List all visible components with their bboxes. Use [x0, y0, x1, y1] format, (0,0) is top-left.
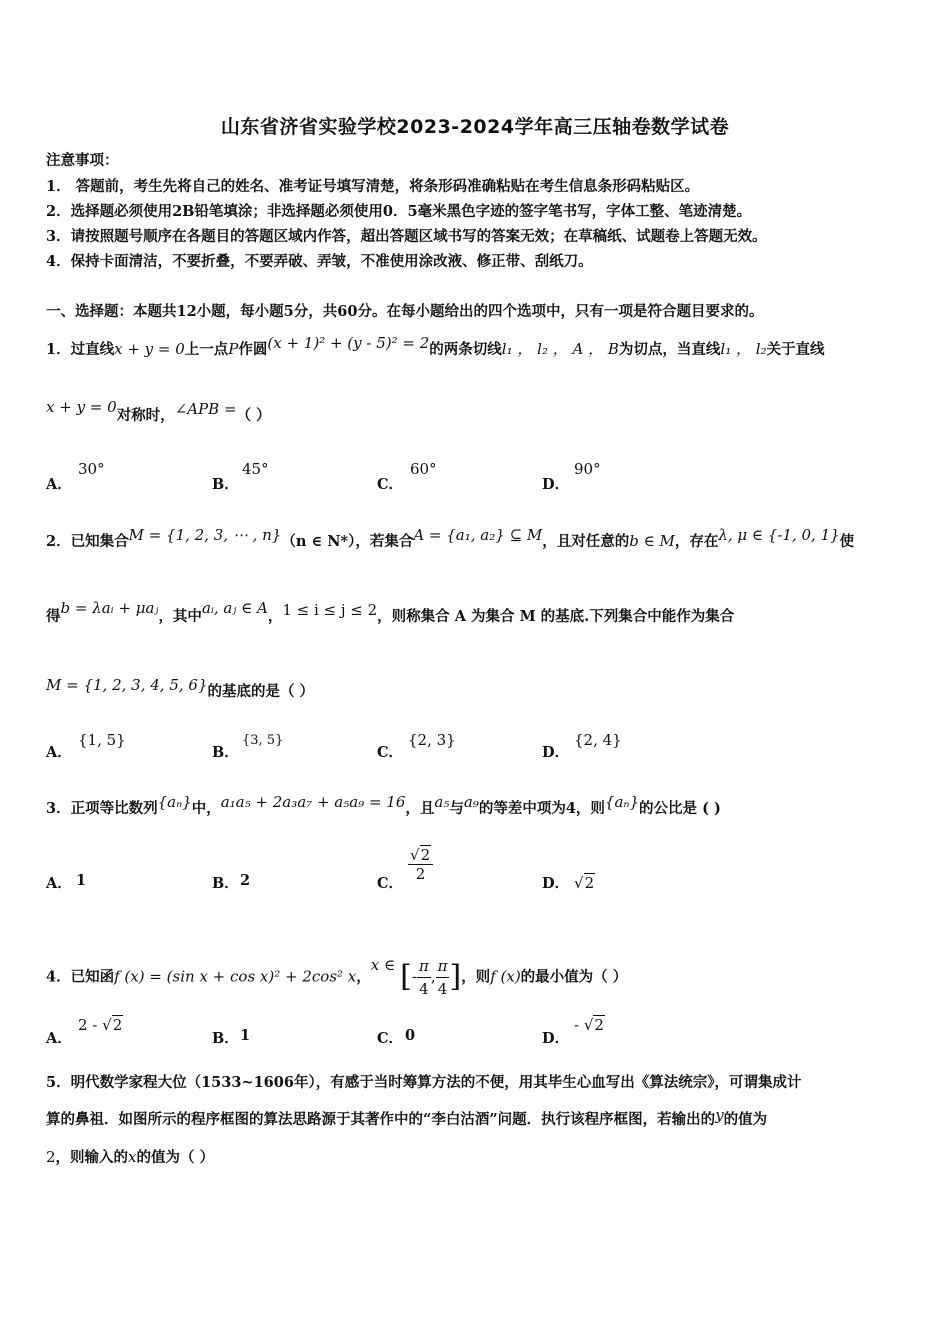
- question-5-line-1: 5．明代数学家程大位（1533~1606年），有感于当时筹算方法的不便，用其毕生心血写出《算法统宗》，可谓集成计: [46, 1074, 802, 1091]
- q1-option-d-label: D．: [542, 476, 570, 493]
- q4-math-minus: -: [411, 967, 417, 986]
- q2-text: 的基底的是（ ）: [207, 683, 315, 700]
- q3-option-c-fraction: [408, 846, 433, 883]
- notice-heading: 注意事项：: [46, 152, 119, 169]
- q3-text: 的等差中项为4，则: [478, 800, 605, 817]
- question-4-line-1: [46, 955, 627, 1000]
- q2-text: ，且对任意的: [542, 533, 630, 550]
- q4-text: 的最小值为（ ）: [520, 968, 628, 986]
- q2-text: ，存在: [674, 533, 719, 550]
- notice-item-1: 1． 答题前，考生先将自己的姓名、准考证号填写清楚，将条形码准确粘贴在考生信息条形码粘贴区。: [46, 178, 700, 195]
- question-5-line-3: [46, 1146, 214, 1169]
- q4-text: ，: [356, 968, 371, 986]
- q1-math-point: P: [228, 340, 239, 358]
- q1-text: 上一点: [184, 341, 229, 358]
- q4-frac-2-den: 4: [437, 980, 448, 998]
- q3-math-a9: a₉: [463, 793, 479, 811]
- q4-option-a-value: [78, 1016, 123, 1034]
- q1-math-angle: ∠APB =: [174, 400, 237, 418]
- q4-option-c-value: 0: [405, 1027, 416, 1044]
- q2-option-c-value: {2, 3}: [408, 731, 456, 749]
- q4-option-a-prefix: 2 -: [78, 1016, 98, 1034]
- q4-option-d-label: D．: [542, 1030, 570, 1047]
- q2-text: 得: [46, 608, 61, 625]
- q2-option-a-value: {1, 5}: [78, 731, 126, 749]
- q2-option-d-label: D．: [542, 744, 570, 761]
- notice-item-2: 2．选择题必须使用2B铅笔填涂；非选择题必须使用0．5毫米黑色字迹的签字笔书写，字体工整、笔迹清楚。: [46, 203, 752, 220]
- q4-math-domain: x ∈: [370, 955, 396, 974]
- q4-option-a-radicand: 2: [112, 1016, 123, 1034]
- question-1-line-1: [46, 334, 825, 361]
- q2-text: 使: [839, 533, 855, 550]
- q4-option-c-label: C．: [377, 1030, 404, 1047]
- comma-icon: ,: [430, 967, 436, 986]
- q3-option-d-value: [574, 874, 595, 892]
- q2-math-set-m: M = {1, 2, 3, ⋯ , n}: [128, 526, 282, 544]
- q2-option-d-value: {2, 4}: [574, 731, 622, 749]
- q2-option-b-value: {3, 5}: [242, 733, 284, 748]
- q2-math-elems: aᵢ, aⱼ ∈ A: [201, 599, 268, 617]
- q3-option-b-value: 2: [240, 872, 251, 889]
- right-bracket-icon: ]: [449, 958, 462, 994]
- q1-text: 的两条切线: [429, 341, 502, 358]
- q2-math-ineq: 1 ≤ i ≤ j ≤ 2: [282, 601, 378, 619]
- q3-option-a-value: 1: [76, 872, 87, 889]
- q4-math-frac-1: [417, 955, 431, 1000]
- q3-math-eq: a₁a₅ + 2a₃a₇ + a₅a₉ = 16: [220, 793, 406, 811]
- q2-text: 2．已知集合: [46, 533, 129, 550]
- q2-math-lambda: λ, μ ∈ {-1, 0, 1}: [718, 526, 840, 544]
- notice-item-3: 3．请按照题号顺序在各题目的答题区域内作答，超出答题区域书写的答案无效；在草稿纸、试题卷上答题无效。: [46, 228, 767, 245]
- q1-text: 作圆: [238, 341, 268, 358]
- q2-text: ，其中: [158, 608, 202, 625]
- q1-math-circle: (x + 1)² + (y - 5)² = 2: [267, 334, 430, 352]
- q3-option-c-value: [408, 846, 433, 883]
- q4-text: ，则: [461, 968, 491, 986]
- q5-math-2: 2: [46, 1148, 56, 1166]
- q4-math-function: f (x) = (sin x + cos x)² + 2cos² x: [114, 967, 357, 986]
- sqrt-icon: √2: [102, 1016, 123, 1034]
- q3-option-c-radicand: 2: [420, 846, 431, 864]
- question-2-line-1: [46, 526, 855, 553]
- q4-option-d-radicand: 2: [594, 1016, 604, 1034]
- q3-option-d-label: D．: [542, 875, 570, 892]
- q3-text: ，且: [405, 800, 435, 817]
- q1-math-tangents: l₁ ， l₂ ， A ， B: [501, 340, 619, 358]
- sqrt-icon: √2: [410, 846, 431, 864]
- q1-option-d-value: 90°: [574, 460, 601, 478]
- q2-text: （n ∈ N*），若集合: [281, 533, 414, 550]
- q5-text: ，则输入的: [55, 1149, 129, 1166]
- q2-option-b-label: B．: [212, 744, 239, 761]
- q3-math-seq: {aₙ}: [604, 793, 640, 811]
- q3-text: 中，: [191, 800, 221, 817]
- q5-math-y: y: [715, 1106, 724, 1124]
- q4-frac-1-den: 4: [419, 980, 429, 998]
- q3-option-c-numerator: [408, 846, 433, 865]
- q3-math-a5: a₅: [434, 793, 450, 811]
- q5-text: 算的鼻祖．如图所示的程序框图的算法思路源于其著作中的“李白沽酒”问题．执行该程序框图，若输出的: [46, 1111, 716, 1128]
- q2-math-set-a: A = {a₁, a₂} ⊆ M: [413, 526, 543, 544]
- sqrt-icon: √2: [574, 874, 595, 892]
- q3-text: 与: [449, 800, 464, 817]
- q2-math-b-expr: b = λaᵢ + μaⱼ: [60, 599, 159, 617]
- q1-text: 为切点，当直线: [618, 341, 721, 358]
- q4-option-d-prefix: -: [574, 1016, 580, 1034]
- section-heading: 一、选择题：本题共12小题，每小题5分，共60分。在每小题给出的四个选项中，只有一项是符合题目要求的。: [46, 303, 764, 320]
- sqrt-icon: √2: [583, 1016, 604, 1034]
- q4-text: 4．已知函: [46, 968, 115, 986]
- exam-title: 山东省济省实验学校2023-2024学年高三压轴卷数学试卷: [220, 116, 730, 138]
- q1-option-b-label: B．: [212, 476, 239, 493]
- q4-option-d-value: [574, 1016, 605, 1034]
- q1-math-line: x + y = 0: [46, 398, 117, 416]
- q4-option-b-value: 1: [240, 1027, 251, 1044]
- q2-text: ，则称集合 A 为集合 M 的基底.下列集合中能作为集合: [377, 608, 735, 625]
- q2-text: ，: [267, 608, 283, 625]
- question-2-line-2: [46, 599, 735, 628]
- q3-text: 的公比是 ( ): [639, 800, 721, 817]
- q4-frac-1-num: π: [417, 955, 431, 978]
- q4-frac-2-num: π: [436, 955, 450, 978]
- q3-math-seq: {aₙ}: [157, 793, 192, 811]
- question-2-line-3: [46, 676, 315, 703]
- q1-option-b-value: 45°: [242, 460, 269, 478]
- question-5-line-2: [46, 1108, 767, 1131]
- notice-item-4: 4．保持卡面清洁，不要折叠，不要弄破、弄皱，不准使用涂改液、修正带、刮纸刀。: [46, 253, 593, 270]
- left-bracket-icon: [: [400, 958, 412, 994]
- q4-math-fx: f (x): [490, 967, 521, 986]
- q3-option-c-label: C．: [377, 875, 404, 892]
- q2-math-m-set: M = {1, 2, 3, 4, 5, 6}: [46, 676, 208, 694]
- q1-text: 关于直线: [766, 341, 825, 358]
- q2-math-b: b ∈ M: [629, 532, 675, 550]
- q1-text: （ ）: [236, 407, 271, 424]
- q4-math-frac-2: [436, 955, 450, 1000]
- question-3-line-1: [46, 793, 721, 820]
- q1-option-c-value: 60°: [410, 460, 437, 478]
- q3-option-d-radicand: 2: [584, 874, 595, 892]
- q3-option-c-denominator: 2: [415, 865, 426, 883]
- q1-text: 1．过直线: [46, 341, 115, 358]
- q5-math-x: x: [128, 1148, 137, 1166]
- q2-option-a-label: A．: [46, 744, 72, 761]
- question-1-line-2: [46, 398, 271, 427]
- q1-math-line: x + y = 0: [114, 340, 185, 358]
- q5-text: 的值为: [723, 1111, 768, 1128]
- q1-option-c-label: C．: [377, 476, 404, 493]
- q1-option-a-label: A．: [46, 476, 72, 493]
- q3-option-b-label: B．: [212, 875, 239, 892]
- q3-option-a-label: A．: [46, 875, 72, 892]
- q1-option-a-value: 30°: [78, 460, 105, 478]
- q4-option-a-label: A．: [46, 1030, 72, 1047]
- q5-text: 的值为（ ）: [136, 1149, 215, 1166]
- q2-option-c-label: C．: [377, 744, 404, 761]
- q3-text: 3．正项等比数列: [46, 800, 158, 817]
- q1-math-lines: l₁ ， l₂: [720, 340, 767, 358]
- q1-text: 对称时，: [116, 407, 175, 424]
- q4-option-b-label: B．: [212, 1030, 239, 1047]
